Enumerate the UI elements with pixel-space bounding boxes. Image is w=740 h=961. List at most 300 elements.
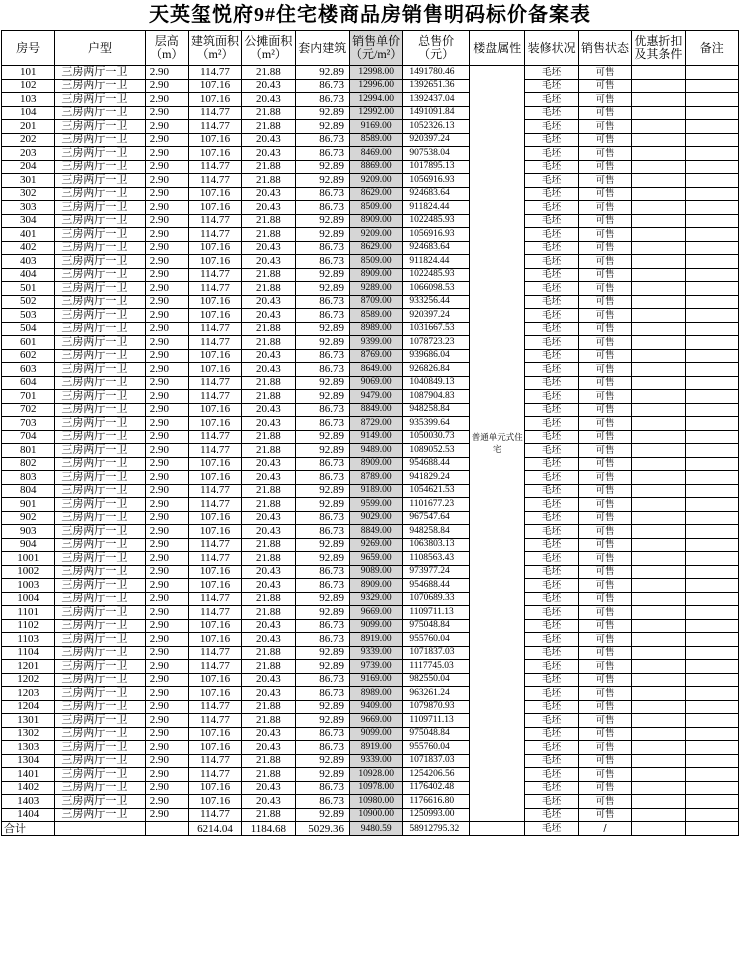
cell-build-area: 107.16 xyxy=(188,363,241,377)
cell-inner-area: 92.89 xyxy=(295,484,349,498)
cell-share-area: 21.88 xyxy=(242,700,295,714)
cell-discount xyxy=(632,619,685,633)
cell-build-area: 107.16 xyxy=(188,579,241,593)
cell-discount xyxy=(632,727,685,741)
cell-room: 401 xyxy=(2,228,55,242)
cell-unit-price: 8769.00 xyxy=(349,349,402,363)
table-row xyxy=(2,430,739,444)
cell-build-area: 114.77 xyxy=(188,538,241,552)
cell-share-area: 21.88 xyxy=(242,592,295,606)
cell-inner-area: 86.73 xyxy=(295,187,349,201)
cell-share-area: 21.88 xyxy=(242,322,295,336)
cell-inner-area: 92.89 xyxy=(295,66,349,80)
cell-share-area: 20.43 xyxy=(242,795,295,809)
cell-type: 三房两厅一卫 xyxy=(55,147,145,161)
cell-discount xyxy=(632,187,685,201)
summary-empty-remark xyxy=(685,822,738,836)
cell-inner-area: 86.73 xyxy=(295,619,349,633)
cell-height: 2.90 xyxy=(145,214,188,228)
cell-status: 可售 xyxy=(578,201,631,215)
cell-decoration: 毛坯 xyxy=(525,363,578,377)
cell-type: 三房两厅一卫 xyxy=(55,403,145,417)
cell-unit-price: 8509.00 xyxy=(349,201,402,215)
cell-remark xyxy=(685,349,738,363)
cell-status: 可售 xyxy=(578,592,631,606)
cell-status: 可售 xyxy=(578,363,631,377)
cell-inner-area: 92.89 xyxy=(295,714,349,728)
cell-total-price: 1254206.56 xyxy=(403,768,470,782)
cell-decoration: 毛坯 xyxy=(525,592,578,606)
cell-decoration: 毛坯 xyxy=(525,552,578,566)
cell-unit-price: 9169.00 xyxy=(349,120,402,134)
cell-build-area: 114.77 xyxy=(188,700,241,714)
cell-room: 102 xyxy=(2,79,55,93)
cell-status: 可售 xyxy=(578,808,631,822)
cell-type: 三房两厅一卫 xyxy=(55,120,145,134)
table-row xyxy=(2,579,739,593)
cell-decoration: 毛坯 xyxy=(525,768,578,782)
cell-status: 可售 xyxy=(578,700,631,714)
table-row xyxy=(2,795,739,809)
cell-total-price: 1040849.13 xyxy=(403,376,470,390)
cell-remark xyxy=(685,309,738,323)
cell-discount xyxy=(632,808,685,822)
cell-remark xyxy=(685,214,738,228)
cell-total-price: 1054621.53 xyxy=(403,484,470,498)
table-row xyxy=(2,66,739,80)
cell-discount xyxy=(632,349,685,363)
cell-total-price: 1392651.36 xyxy=(403,79,470,93)
cell-status: 可售 xyxy=(578,552,631,566)
header-discount: 优惠折扣及其条件 xyxy=(632,31,685,66)
cell-build-area: 107.16 xyxy=(188,633,241,647)
cell-share-area: 21.88 xyxy=(242,552,295,566)
cell-type: 三房两厅一卫 xyxy=(55,79,145,93)
table-row xyxy=(2,336,739,350)
cell-room: 1204 xyxy=(2,700,55,714)
table-row xyxy=(2,106,739,120)
cell-inner-area: 86.73 xyxy=(295,255,349,269)
cell-build-area: 114.77 xyxy=(188,322,241,336)
cell-remark xyxy=(685,538,738,552)
cell-unit-price: 9599.00 xyxy=(349,498,402,512)
cell-height: 2.90 xyxy=(145,106,188,120)
cell-unit-price: 10928.00 xyxy=(349,768,402,782)
cell-unit-price: 8589.00 xyxy=(349,309,402,323)
cell-discount xyxy=(632,201,685,215)
cell-type: 三房两厅一卫 xyxy=(55,444,145,458)
cell-remark xyxy=(685,336,738,350)
cell-share-area: 21.88 xyxy=(242,754,295,768)
cell-height: 2.90 xyxy=(145,741,188,755)
cell-build-area: 114.77 xyxy=(188,336,241,350)
cell-room: 204 xyxy=(2,160,55,174)
cell-discount xyxy=(632,646,685,660)
cell-room: 903 xyxy=(2,525,55,539)
cell-height: 2.90 xyxy=(145,160,188,174)
cell-remark xyxy=(685,322,738,336)
cell-type: 三房两厅一卫 xyxy=(55,754,145,768)
cell-height: 2.90 xyxy=(145,754,188,768)
cell-share-area: 20.43 xyxy=(242,511,295,525)
cell-inner-area: 92.89 xyxy=(295,228,349,242)
cell-total-price: 1392437.04 xyxy=(403,93,470,107)
cell-unit-price: 8989.00 xyxy=(349,687,402,701)
cell-unit-price: 8589.00 xyxy=(349,133,402,147)
cell-build-area: 114.77 xyxy=(188,120,241,134)
cell-share-area: 21.88 xyxy=(242,66,295,80)
cell-room: 203 xyxy=(2,147,55,161)
cell-discount xyxy=(632,781,685,795)
cell-height: 2.90 xyxy=(145,700,188,714)
table-row xyxy=(2,187,739,201)
cell-height: 2.90 xyxy=(145,66,188,80)
cell-total-price: 955760.04 xyxy=(403,741,470,755)
cell-room: 802 xyxy=(2,457,55,471)
cell-type: 三房两厅一卫 xyxy=(55,268,145,282)
cell-room: 1201 xyxy=(2,660,55,674)
cell-unit-price: 8629.00 xyxy=(349,187,402,201)
cell-unit-price: 8989.00 xyxy=(349,322,402,336)
cell-inner-area: 92.89 xyxy=(295,106,349,120)
cell-discount xyxy=(632,471,685,485)
cell-discount xyxy=(632,700,685,714)
cell-build-area: 107.16 xyxy=(188,201,241,215)
cell-build-area: 114.77 xyxy=(188,606,241,620)
cell-type: 三房两厅一卫 xyxy=(55,390,145,404)
cell-build-area: 114.77 xyxy=(188,268,241,282)
cell-share-area: 20.43 xyxy=(242,781,295,795)
cell-total-price: 1078723.23 xyxy=(403,336,470,350)
cell-height: 2.90 xyxy=(145,727,188,741)
cell-unit-price: 9659.00 xyxy=(349,552,402,566)
cell-decoration: 毛坯 xyxy=(525,687,578,701)
cell-decoration: 毛坯 xyxy=(525,430,578,444)
cell-status: 可售 xyxy=(578,754,631,768)
cell-height: 2.90 xyxy=(145,471,188,485)
cell-status: 可售 xyxy=(578,741,631,755)
table-row xyxy=(2,174,739,188)
cell-room: 403 xyxy=(2,255,55,269)
header-row xyxy=(2,31,739,66)
cell-type: 三房两厅一卫 xyxy=(55,741,145,755)
cell-height: 2.90 xyxy=(145,714,188,728)
cell-build-area: 114.77 xyxy=(188,660,241,674)
cell-decoration: 毛坯 xyxy=(525,754,578,768)
cell-share-area: 20.43 xyxy=(242,727,295,741)
cell-build-area: 107.16 xyxy=(188,687,241,701)
cell-status: 可售 xyxy=(578,282,631,296)
cell-unit-price: 8789.00 xyxy=(349,471,402,485)
cell-remark xyxy=(685,295,738,309)
cell-share-area: 21.88 xyxy=(242,228,295,242)
cell-room: 503 xyxy=(2,309,55,323)
cell-total-price: 1176616.80 xyxy=(403,795,470,809)
cell-remark xyxy=(685,687,738,701)
cell-height: 2.90 xyxy=(145,457,188,471)
cell-decoration: 毛坯 xyxy=(525,390,578,404)
cell-build-area: 107.16 xyxy=(188,349,241,363)
cell-unit-price: 9339.00 xyxy=(349,646,402,660)
cell-inner-area: 92.89 xyxy=(295,430,349,444)
cell-inner-area: 92.89 xyxy=(295,606,349,620)
cell-type: 三房两厅一卫 xyxy=(55,214,145,228)
cell-height: 2.90 xyxy=(145,120,188,134)
cell-inner-area: 92.89 xyxy=(295,700,349,714)
cell-total-price: 941829.24 xyxy=(403,471,470,485)
cell-inner-area: 86.73 xyxy=(295,241,349,255)
cell-decoration: 毛坯 xyxy=(525,376,578,390)
cell-room: 1203 xyxy=(2,687,55,701)
table-row xyxy=(2,444,739,458)
cell-decoration: 毛坯 xyxy=(525,646,578,660)
cell-remark xyxy=(685,133,738,147)
cell-share-area: 20.43 xyxy=(242,525,295,539)
cell-unit-price: 8469.00 xyxy=(349,147,402,161)
cell-discount xyxy=(632,687,685,701)
cell-remark xyxy=(685,363,738,377)
page-title: 天英玺悦府9#住宅楼商品房销售明码标价备案表 xyxy=(149,4,591,26)
cell-share-area: 20.43 xyxy=(242,309,295,323)
cell-height: 2.90 xyxy=(145,808,188,822)
table-row xyxy=(2,538,739,552)
header-remark: 备注 xyxy=(685,31,738,66)
cell-share-area: 20.43 xyxy=(242,93,295,107)
cell-height: 2.90 xyxy=(145,295,188,309)
cell-remark xyxy=(685,444,738,458)
cell-discount xyxy=(632,255,685,269)
cell-build-area: 114.77 xyxy=(188,498,241,512)
cell-share-area: 20.43 xyxy=(242,133,295,147)
cell-share-area: 20.43 xyxy=(242,673,295,687)
table-row xyxy=(2,133,739,147)
cell-discount xyxy=(632,93,685,107)
cell-remark xyxy=(685,565,738,579)
cell-inner-area: 92.89 xyxy=(295,336,349,350)
cell-inner-area: 92.89 xyxy=(295,646,349,660)
summary-empty-height xyxy=(145,822,188,836)
cell-unit-price: 9399.00 xyxy=(349,336,402,350)
cell-total-price: 1089052.53 xyxy=(403,444,470,458)
cell-status: 可售 xyxy=(578,714,631,728)
cell-remark xyxy=(685,417,738,431)
cell-share-area: 21.88 xyxy=(242,390,295,404)
cell-unit-price: 9069.00 xyxy=(349,376,402,390)
cell-build-area: 107.16 xyxy=(188,619,241,633)
cell-status: 可售 xyxy=(578,538,631,552)
cell-share-area: 21.88 xyxy=(242,808,295,822)
cell-inner-area: 86.73 xyxy=(295,565,349,579)
header-property: 楼盘属性 xyxy=(470,31,525,66)
cell-height: 2.90 xyxy=(145,687,188,701)
cell-room: 602 xyxy=(2,349,55,363)
cell-room: 101 xyxy=(2,66,55,80)
cell-status: 可售 xyxy=(578,525,631,539)
cell-total-price: 1031667.53 xyxy=(403,322,470,336)
cell-unit-price: 8709.00 xyxy=(349,295,402,309)
cell-share-area: 21.88 xyxy=(242,430,295,444)
cell-share-area: 20.43 xyxy=(242,241,295,255)
cell-status: 可售 xyxy=(578,484,631,498)
cell-decoration: 毛坯 xyxy=(525,187,578,201)
table-row xyxy=(2,214,739,228)
cell-unit-price: 10980.00 xyxy=(349,795,402,809)
cell-discount xyxy=(632,214,685,228)
cell-decoration: 毛坯 xyxy=(525,525,578,539)
cell-type: 三房两厅一卫 xyxy=(55,795,145,809)
cell-room: 302 xyxy=(2,187,55,201)
cell-build-area: 114.77 xyxy=(188,808,241,822)
cell-status: 可售 xyxy=(578,268,631,282)
cell-total-price: 1056916.93 xyxy=(403,174,470,188)
header-status: 销售状态 xyxy=(578,31,631,66)
header-inner-area: 套内建筑 xyxy=(295,31,349,66)
table-row xyxy=(2,552,739,566)
cell-total-price: 955760.04 xyxy=(403,633,470,647)
cell-type: 三房两厅一卫 xyxy=(55,768,145,782)
cell-remark xyxy=(685,781,738,795)
cell-height: 2.90 xyxy=(145,525,188,539)
cell-height: 2.90 xyxy=(145,376,188,390)
cell-build-area: 107.16 xyxy=(188,147,241,161)
table-row xyxy=(2,147,739,161)
cell-decoration: 毛坯 xyxy=(525,741,578,755)
cell-total-price: 1079870.93 xyxy=(403,700,470,714)
cell-status: 可售 xyxy=(578,295,631,309)
cell-unit-price: 9089.00 xyxy=(349,565,402,579)
cell-unit-price: 8649.00 xyxy=(349,363,402,377)
cell-share-area: 20.43 xyxy=(242,363,295,377)
cell-height: 2.90 xyxy=(145,484,188,498)
table-row xyxy=(2,619,739,633)
cell-unit-price: 12998.00 xyxy=(349,66,402,80)
cell-unit-price: 9189.00 xyxy=(349,484,402,498)
cell-room: 304 xyxy=(2,214,55,228)
cell-total-price: 1109711.13 xyxy=(403,606,470,620)
cell-total-price: 1071837.03 xyxy=(403,646,470,660)
cell-type: 三房两厅一卫 xyxy=(55,309,145,323)
cell-remark xyxy=(685,457,738,471)
cell-total-price: 1108563.43 xyxy=(403,552,470,566)
cell-room: 801 xyxy=(2,444,55,458)
cell-build-area: 114.77 xyxy=(188,768,241,782)
cell-total-price: 1022485.93 xyxy=(403,268,470,282)
cell-status: 可售 xyxy=(578,187,631,201)
cell-height: 2.90 xyxy=(145,565,188,579)
cell-height: 2.90 xyxy=(145,363,188,377)
cell-total-price: 1087904.83 xyxy=(403,390,470,404)
cell-type: 三房两厅一卫 xyxy=(55,160,145,174)
cell-status: 可售 xyxy=(578,606,631,620)
cell-type: 三房两厅一卫 xyxy=(55,66,145,80)
cell-remark xyxy=(685,403,738,417)
cell-decoration: 毛坯 xyxy=(525,133,578,147)
cell-type: 三房两厅一卫 xyxy=(55,471,145,485)
cell-build-area: 107.16 xyxy=(188,673,241,687)
cell-status: 可售 xyxy=(578,498,631,512)
cell-remark xyxy=(685,471,738,485)
cell-type: 三房两厅一卫 xyxy=(55,579,145,593)
cell-total-price: 920397.24 xyxy=(403,309,470,323)
cell-discount xyxy=(632,592,685,606)
cell-decoration: 毛坯 xyxy=(525,93,578,107)
cell-type: 三房两厅一卫 xyxy=(55,376,145,390)
cell-height: 2.90 xyxy=(145,268,188,282)
cell-decoration: 毛坯 xyxy=(525,309,578,323)
cell-total-price: 973977.24 xyxy=(403,565,470,579)
cell-remark xyxy=(685,795,738,809)
summary-empty-type xyxy=(55,822,145,836)
cell-unit-price: 8869.00 xyxy=(349,160,402,174)
cell-decoration: 毛坯 xyxy=(525,417,578,431)
cell-share-area: 21.88 xyxy=(242,444,295,458)
cell-build-area: 114.77 xyxy=(188,484,241,498)
cell-decoration: 毛坯 xyxy=(525,214,578,228)
cell-type: 三房两厅一卫 xyxy=(55,727,145,741)
cell-total-price: 935399.64 xyxy=(403,417,470,431)
cell-decoration: 毛坯 xyxy=(525,795,578,809)
cell-room: 1302 xyxy=(2,727,55,741)
cell-share-area: 21.88 xyxy=(242,336,295,350)
cell-decoration: 毛坯 xyxy=(525,538,578,552)
cell-type: 三房两厅一卫 xyxy=(55,484,145,498)
cell-unit-price: 9029.00 xyxy=(349,511,402,525)
cell-decoration: 毛坯 xyxy=(525,282,578,296)
cell-room: 103 xyxy=(2,93,55,107)
cell-decoration: 毛坯 xyxy=(525,160,578,174)
cell-room: 1402 xyxy=(2,781,55,795)
cell-type: 三房两厅一卫 xyxy=(55,106,145,120)
cell-height: 2.90 xyxy=(145,255,188,269)
cell-unit-price: 8909.00 xyxy=(349,457,402,471)
table-row xyxy=(2,565,739,579)
cell-room: 1303 xyxy=(2,741,55,755)
cell-build-area: 107.16 xyxy=(188,255,241,269)
cell-share-area: 21.88 xyxy=(242,498,295,512)
cell-height: 2.90 xyxy=(145,282,188,296)
cell-decoration: 毛坯 xyxy=(525,201,578,215)
cell-discount xyxy=(632,268,685,282)
cell-build-area: 107.16 xyxy=(188,525,241,539)
cell-share-area: 20.43 xyxy=(242,349,295,363)
cell-height: 2.90 xyxy=(145,430,188,444)
cell-decoration: 毛坯 xyxy=(525,700,578,714)
cell-inner-area: 86.73 xyxy=(295,511,349,525)
cell-decoration: 毛坯 xyxy=(525,322,578,336)
cell-type: 三房两厅一卫 xyxy=(55,714,145,728)
table-row xyxy=(2,417,739,431)
cell-build-area: 114.77 xyxy=(188,754,241,768)
cell-status: 可售 xyxy=(578,376,631,390)
cell-type: 三房两厅一卫 xyxy=(55,673,145,687)
header-total-price: 总售价（元） xyxy=(403,31,470,66)
cell-share-area: 20.43 xyxy=(242,417,295,431)
cell-status: 可售 xyxy=(578,795,631,809)
cell-inner-area: 86.73 xyxy=(295,781,349,795)
cell-build-area: 107.16 xyxy=(188,403,241,417)
cell-total-price: 920397.24 xyxy=(403,133,470,147)
table-row xyxy=(2,673,739,687)
cell-status: 可售 xyxy=(578,214,631,228)
cell-type: 三房两厅一卫 xyxy=(55,552,145,566)
cell-remark xyxy=(685,484,738,498)
cell-type: 三房两厅一卫 xyxy=(55,430,145,444)
table-row xyxy=(2,79,739,93)
cell-unit-price: 9209.00 xyxy=(349,174,402,188)
cell-type: 三房两厅一卫 xyxy=(55,295,145,309)
table-row xyxy=(2,268,739,282)
cell-height: 2.90 xyxy=(145,646,188,660)
